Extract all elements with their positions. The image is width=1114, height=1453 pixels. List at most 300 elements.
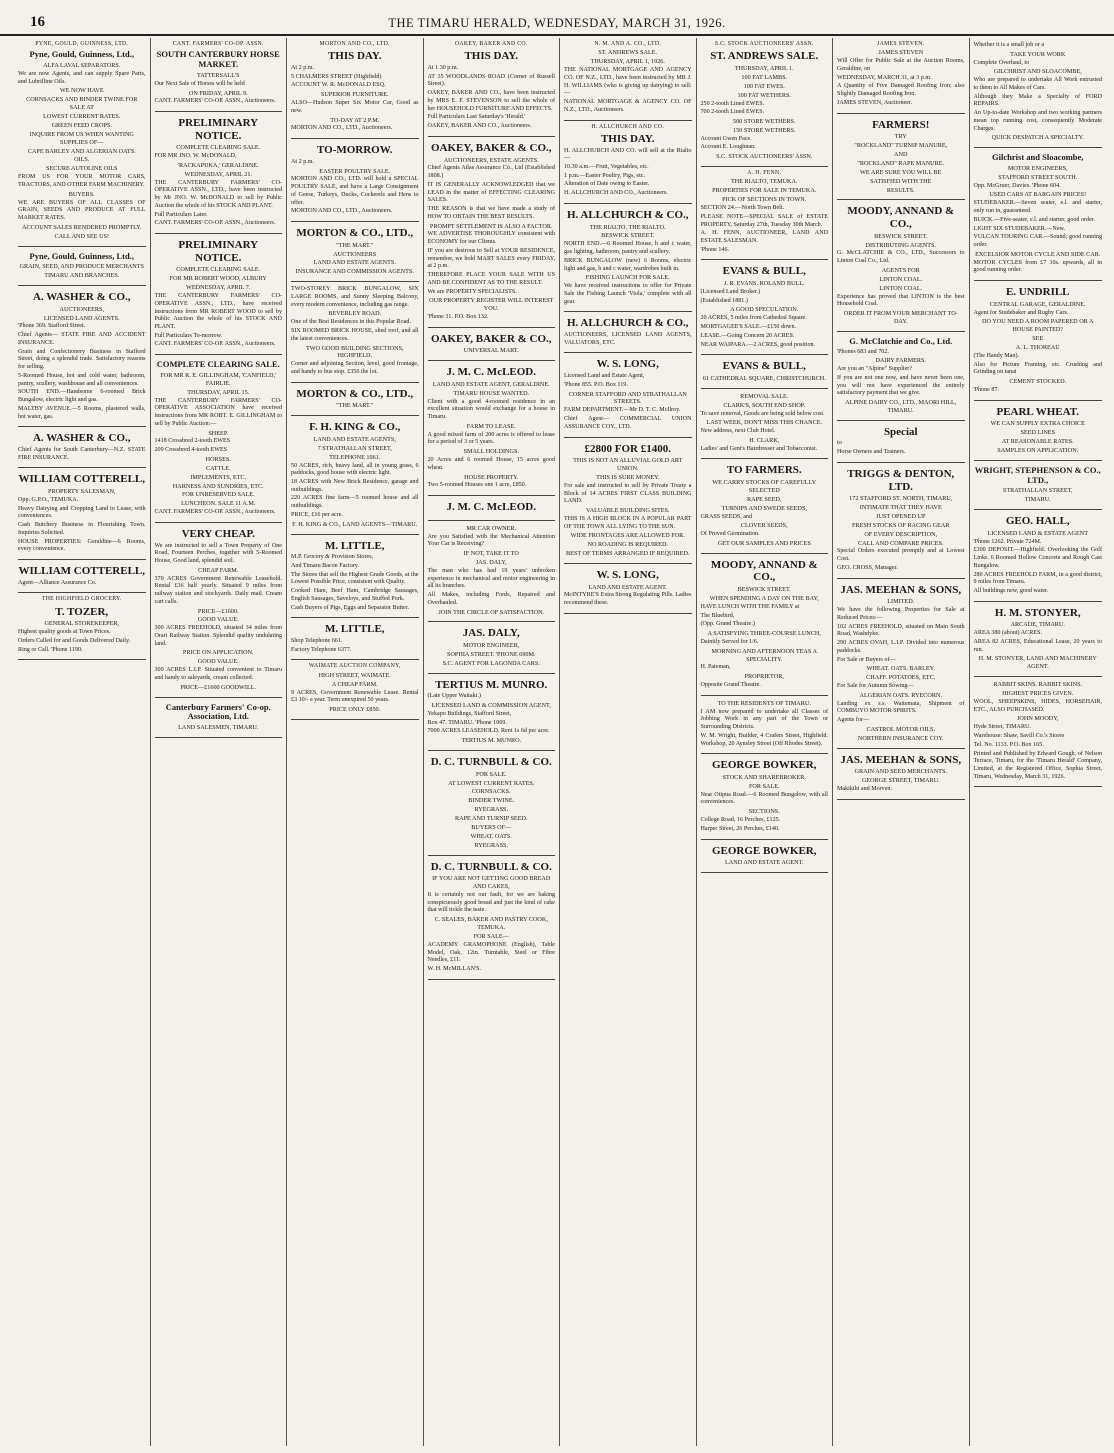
- ad-text-line: REMOVAL SALE.: [740, 392, 789, 400]
- ad-text-line: IF YOU ARE NOT GETTING GOOD BREAD AND CAKES,: [432, 875, 551, 891]
- ad-text-line: ON FRIDAY, APRIL 9.: [188, 89, 248, 97]
- ad-text-line: TO-DAY AT 2 P.M.: [330, 116, 380, 124]
- ad-text-line: RAPE SEED,: [747, 495, 782, 503]
- ad-text-line: ALSO—Hudson Super Six Motor Car, Good as new.: [291, 100, 419, 114]
- advertisement: [18, 247, 146, 287]
- ad-text-line: LIGHT SIX STUDEBAKER.—New.: [973, 225, 1066, 232]
- ad-heading-small: THE HIGHFIELD GROCERY.: [41, 596, 122, 603]
- ad-text-line: LAND AND ESTATE AGENTS,: [313, 435, 396, 443]
- ad-text-line: QUICK DESPATCH A SPECIALTY.: [991, 134, 1084, 142]
- ad-text-line: Tel. No. 1133. P.O. Box 165.: [973, 741, 1044, 748]
- ad-text-line: DO YOU NEED A ROOM PAPERED OR A HOUSE PAINTED?: [982, 318, 1094, 334]
- ad-text-line: RYEGRASS.: [474, 806, 509, 814]
- ad-text-line: Ring or Call. 'Phone 1190.: [18, 646, 83, 653]
- masthead: [0, 0, 1114, 36]
- ad-text-line: At 2 p.m.: [291, 65, 315, 71]
- ad-text-line: 'Phone 1262. Private 724M.: [973, 538, 1042, 545]
- ad-heading: MOODY, ANNAND & CO.,: [710, 558, 818, 584]
- ad-text-line: RAPE AND TURNIP SEED.: [454, 815, 528, 823]
- column-7: [833, 38, 970, 1446]
- ad-heading-small: N. M. AND A. CO., LTD.: [594, 41, 662, 47]
- ad-text-line: M.P. Grocery & Provision Stores,: [291, 554, 374, 561]
- ad-text-line: MOTOR ENGINEERS,: [1007, 165, 1068, 172]
- ad-text-line: FOR UNRESERVED SALE.: [181, 491, 255, 499]
- ad-heading: Pyne, Gould, Guinness, Ltd.,: [29, 49, 134, 60]
- ad-text-line: The Stores that sell the Highest Grade Goods, at the Lowest Possible Price, consistent with Quality.: [291, 571, 419, 586]
- ad-text-line: LINTON COAL.: [879, 284, 923, 292]
- ad-text-line: G. McCLATCHIE & CO., LTD., Successors to Linton Coal Co., Ltd.: [837, 250, 965, 265]
- ad-text-line: THURSDAY, APRIL 15.: [187, 388, 250, 396]
- ad-text-line: THEREFORE PLACE YOUR SALE WITH US AND BE CONFIDENT AS TO THE RESULT.: [427, 272, 555, 286]
- ad-text-line: Also for Picture Framing, etc. Crushing and Grinding on tanai: [973, 361, 1102, 376]
- ad-text-line: LUNCHEON. SALE 11 A.M.: [181, 500, 256, 508]
- advertisement: [974, 38, 1103, 148]
- ad-text-line: Cooked Ham, Beef Ham, Cambridge Sausages, English Sausages, Saveloys, and Stuffed Pork.: [291, 588, 419, 602]
- ad-text-line: THE REASON is that we have made a study of HOW TO OBTAIN THE BEST RESULTS.: [427, 206, 555, 220]
- ad-text-line: 'Phone 87.: [973, 386, 999, 393]
- ad-text-line: HOUSE PROPERTIES: Geraldine—6 Rooms, every convenience.: [18, 538, 146, 553]
- ad-text-line: Two 5-roomed Houses one 1 acre, £850.: [427, 482, 527, 489]
- ad-text-line: MR CAR OWNER.: [466, 524, 517, 532]
- ad-text-line: £300 DEPOSIT.—Highfield. Overlooking the Golf Links. 6 Roomed Hollow Concrete and Rough Cast Bungalow.: [973, 547, 1102, 569]
- ad-text-line: Horse Owners and Trainers.: [837, 449, 906, 456]
- ad-heading: JAS. MEEHAN & SONS,: [840, 583, 962, 596]
- ad-text-line: LAND AND ESTATE AGENT, GERALDINE.: [432, 380, 550, 388]
- ad-text-line: W. M. Wright, Builder, 4 Crafers Street, Highfield. Workshop, 20 Aynsley Street (Off Rhodes Street).: [700, 732, 828, 747]
- ad-text-line: Factory Telephone 6377.: [291, 646, 352, 653]
- advertisement: [291, 282, 419, 383]
- advertisement: [701, 389, 829, 460]
- ad-text-line: LICENSED LAND & ESTATE AGENT: [987, 529, 1089, 537]
- ad-heading: A. WASHER & CO.,: [32, 432, 131, 445]
- ad-text-line: WE ARE SURE YOU WILL BE: [860, 168, 942, 176]
- advertisement: [428, 856, 556, 980]
- advertisement-columns: [14, 38, 1106, 1446]
- ad-text-line: S.C. AGENT FOR LAGONDA CARS.: [442, 659, 540, 667]
- ad-text-line: PICK OF SECTIONS IN TOWN.: [722, 196, 807, 204]
- ad-text-line: Cash Butchery Business in Flourishing Town. Inquiries Solicited.: [18, 522, 146, 536]
- ad-text-line: F. H. KING & CO., LAND AGENTS—TIMARU.: [292, 520, 418, 528]
- ad-text-line: Our Next Sale of Horses will be held: [154, 80, 245, 87]
- ad-text-line: WE ADVERTISE THOROUGHLY consistent with ECONOMY for our Clients.: [427, 231, 555, 246]
- ad-text-line: RESULTS.: [886, 186, 915, 194]
- advertisement: [564, 204, 692, 312]
- ad-heading: TRIGGS & DENTON, LTD.: [847, 467, 955, 493]
- ad-text-line: WE CAN SUPPLY EXTRA CHOICE: [990, 420, 1085, 428]
- ad-heading: J. M. C. McLEOD.: [446, 501, 536, 514]
- ad-text-line: And Timaru Bacon Factory.: [291, 562, 359, 569]
- ad-text-line: MORTON AND CO., LTD., Auctioneers.: [291, 125, 393, 132]
- advertisement: [701, 260, 829, 355]
- ad-text-line: MORNING AND AFTERNOON TEAS A SPECIALITY.: [711, 647, 817, 663]
- advertisement: [155, 38, 283, 112]
- ad-text-line: WHEAT. OATS. BARLEY.: [866, 665, 935, 673]
- ad-text-line: AT LOWEST CURRENT RATES.: [448, 779, 535, 787]
- ad-text-line: TRY: [894, 133, 907, 141]
- ad-text-line: 20 ACRES, 5 miles from Cathedral Square.: [700, 315, 807, 322]
- ad-text-line: NATIONAL MORTGAGE & AGENCY CO. OF N.Z., LTD., Auctioneers.: [564, 99, 692, 113]
- ad-text-line: THE RIALTO, TEMUKA.: [730, 178, 798, 186]
- ad-text-line: 'Phone 31. P.O. Box 132.: [427, 314, 489, 321]
- ad-text-line: PRICE—£1600.: [197, 607, 239, 615]
- ad-text-line: We are PROPERTY SPECIALISTS.: [427, 288, 517, 295]
- ad-text-line: 100 FAT WETHERS.: [737, 91, 791, 99]
- ad-text-line: SOPHIA STREET. 'PHONE 690M.: [447, 650, 536, 658]
- ad-text-line: CANT. FARMERS' CO-OP. ASSN., Auctioneers.: [154, 220, 276, 227]
- ad-text-line: NO ROADING IS REQUIRED.: [587, 541, 668, 549]
- advertisement: [701, 754, 829, 839]
- ad-text-line: THE RIALTO. THE RIALTO.: [589, 223, 666, 231]
- ad-text-line: THE CANTERBURY FARMERS' CO-OPERATIVE ASSOCIATION have received instructions from MR ROBT. E. GILLINGHAM to sell by Public Auction:—: [154, 397, 282, 427]
- advertisement: [564, 438, 692, 564]
- ad-text-line: 370 ACRES Government Renewable Leasehold. Rental £36 half yearly. Situated 9 miles from railway station and stockyards. Daily mail. Cream cart calls.: [154, 575, 282, 605]
- column-8: [970, 38, 1107, 1446]
- ad-text-line: BUYERS.: [68, 190, 95, 198]
- ad-text-line: LIMITED.: [887, 598, 915, 606]
- ad-text-line: ARCADE, TIMARU.: [1010, 621, 1065, 629]
- ad-text-line: AUCTIONEERS, LICENSED LAND AGENTS, VALUATORS, ETC.: [564, 331, 692, 346]
- ad-text-line: Near Otipua Road.—6 Roomed Bungalow, with all conveniences.: [700, 791, 828, 806]
- ad-text-line: 'Phone 855. P.O. Box 119.: [564, 381, 628, 388]
- ad-text-line: BRICK BUNGALOW (new) 6 Rooms, electric light and gas, h and c water, wardrobes built in.: [564, 257, 692, 272]
- ad-heading: Pyne, Gould, Guinness, Ltd.,: [29, 250, 134, 261]
- ad-text-line: JAS. DALY,: [475, 559, 507, 567]
- advertisement: [974, 148, 1103, 281]
- ad-text-line: MORTON AND CO., LTD., Auctioneers.: [291, 208, 393, 215]
- advertisement: [155, 112, 283, 234]
- ad-heading-small: S.C. STOCK AUCTIONEERS' ASSN.: [714, 41, 814, 47]
- ad-text-line: BESWICK STREET.: [874, 232, 928, 240]
- ad-text-line: Opp. G.P.O., TEMUKA.: [18, 496, 79, 503]
- ad-text-line: Account E. Loughnan.: [700, 144, 756, 151]
- ad-text-line: "THE MART.": [336, 241, 374, 249]
- ad-text-line: WEDNESDAY, MARCH 31, at 3 p.m.: [837, 74, 932, 81]
- ad-text-line: HAVE LUNCH WITH THE FAMILY at: [700, 603, 800, 610]
- ad-heading: THIS DAY.: [464, 50, 519, 63]
- ad-text-line: CLARK'S, SOUTH END SHOP.: [723, 401, 806, 409]
- ad-text-line: At 1.30 p.m.: [427, 65, 459, 71]
- ad-text-line: NEAR WAIPARA.—2 ACRES, good position.: [700, 341, 816, 348]
- ad-text-line: "THE MART.": [336, 402, 374, 410]
- advertisement: [701, 38, 829, 167]
- ad-text-line: Are you Satisfied with the Mechanical Attention Your Car is Receiving?: [427, 533, 555, 548]
- advertisement: [701, 696, 829, 755]
- ad-text-line: Whether it is a small job or a: [973, 42, 1045, 48]
- ad-text-line: 20 Acres and 6 roomed House, 15 acres good wheat.: [427, 457, 555, 471]
- advertisement: [18, 468, 146, 560]
- ad-text-line: Orders Called for and Goods Delivered Daily.: [18, 637, 131, 644]
- ad-text-line: FROM US FOR YOUR MOTOR CARS, TRACTORS, AND OTHER FARM MACHINERY.: [18, 174, 146, 188]
- ad-text-line: UNIVERSAL MART.: [463, 347, 519, 355]
- ad-text-line: WE CARRY STOCKS OF CAREFULLY SELECTED: [712, 479, 817, 494]
- ad-text-line: Complete Overhaul, to: [973, 59, 1030, 66]
- ad-text-line: Account Gwen Pace.: [700, 135, 752, 142]
- ad-text-line: 5 CHALMERS STREET (Highfield): [291, 73, 382, 80]
- ad-text-line: FRESH STOCKS OF RACING GEAR: [851, 521, 950, 529]
- advertisement: [291, 222, 419, 282]
- ad-text-line: FOR SALE—: [473, 932, 509, 940]
- ad-heading: PEARL WHEAT.: [996, 405, 1080, 418]
- ad-text-line: TO THE RESIDENTS OF TIMARU.: [717, 699, 811, 707]
- ad-text-line: 1418 Crossbred 2-tooth EWES: [154, 438, 231, 445]
- ad-text-line: Client with a good 4-roomed residence in an excellent situation would exchange for a house in Timaru.: [427, 398, 555, 421]
- ad-text-line: LEASE.—Going Concern 20 ACRES.: [700, 332, 795, 339]
- ad-text-line: IF you are desirous to Sell at YOUR RESIDENCE, remember, we hold MART SALES every FRIDAY, at 2 p.m.: [427, 247, 555, 270]
- ad-heading-small: MORTON AND CO., LTD.: [319, 41, 390, 47]
- ad-heading: ST. ANDREWS SALE.: [710, 50, 819, 63]
- ad-text-line: Alteration of Date owing to Easter.: [564, 181, 650, 188]
- ad-text-line: ST. ANDREWS SALE.: [598, 49, 658, 57]
- ad-heading: GEO. HALL,: [1005, 515, 1070, 528]
- ad-text-line: Of Proved Germination.: [700, 531, 760, 538]
- ad-text-line: LAND AND ESTATE AGENT.: [588, 583, 667, 591]
- ad-text-line: ALFA LAVAL SEPARATORS.: [43, 62, 121, 70]
- ad-text-line: GOOD VALUE.: [197, 658, 239, 666]
- advertisement: [974, 510, 1103, 602]
- ad-heading: PRELIMINARY NOTICE.: [178, 117, 259, 142]
- ad-heading: JAS. DALY,: [462, 627, 520, 640]
- ad-heading: Gilchrist and Sloacombe,: [992, 152, 1084, 163]
- advertisement: [155, 234, 283, 355]
- ad-text-line: We have the following Properties for Sale at Reduced Prices:—: [837, 607, 965, 621]
- ad-text-line: 290 ACRES OVAH, L.I.P. Divided into numerous paddocks.: [837, 640, 965, 654]
- ad-text-line: 100 FAT EWES.: [743, 82, 785, 90]
- ad-text-line: CASTROL MOTOR OILS.: [866, 725, 936, 733]
- ad-text-line: Yekapo Buildings, Stafford Street,: [427, 710, 512, 717]
- ad-text-line: MOTOR ENGINEER,: [463, 642, 520, 650]
- ad-text-line: INSURANCE AND COMMISSION AGENTS.: [295, 268, 414, 276]
- ad-text-line: BEVERLEY ROAD.: [328, 310, 382, 318]
- ad-text-line: Chief Agents Atlas Assurance Co., Ltd (Established 1808.): [427, 165, 555, 180]
- ad-text-line: Grain and Confectionery Business in Stafford Street, doing a splendid trade. Satisfactory reasons for selling.: [18, 348, 146, 371]
- ad-heading: GEORGE BOWKER,: [711, 759, 817, 772]
- ad-text-line: TIMARU.: [1024, 496, 1051, 504]
- ad-text-line: An Up-to-date Workshop and two working partners mean top running cost, consequently Moderate Charges.: [973, 110, 1102, 132]
- ad-text-line: EASTER POULTRY SALE.: [319, 167, 391, 175]
- ad-text-line: SECURE AUTOLINE OILS: [46, 165, 118, 173]
- ad-text-line: THIS IS NOT AN ALLUVIAL GOLD ART UNION.: [573, 457, 683, 473]
- ad-heading: SOUTH CANTERBURY HORSE MARKET.: [156, 49, 280, 70]
- ad-text-line: 1 p.m.—Easter Poultry, Pigs, etc.: [564, 172, 646, 179]
- ad-text-line: A CHEAP FARM.: [331, 680, 378, 688]
- advertisement: [837, 579, 965, 749]
- advertisement: [155, 698, 283, 738]
- advertisement: [18, 427, 146, 468]
- ad-text-line: 50 ACRES, rich, heavy land, all in young grass, 6 paddocks, good house with electric light.: [291, 462, 419, 477]
- ad-heading: WRIGHT, STEPHENSON & CO., LTD.,: [974, 464, 1101, 485]
- ad-text-line: 500 STORE WETHERS.: [732, 117, 796, 125]
- ad-text-line: "ROCKLAND" TURNIP MANURE,: [854, 142, 948, 150]
- ad-text-line: New address, next Club Hotel.: [700, 428, 776, 435]
- advertisement: [428, 751, 556, 856]
- ad-text-line: LINTON COAL.: [879, 275, 923, 283]
- ad-text-line: GILCHRIST AND SLOACOMBE,: [993, 68, 1082, 76]
- ad-text-line: Agents for—: [837, 717, 869, 724]
- ad-text-line: WEDNESDAY, APRIL 21.: [184, 170, 252, 178]
- ad-text-line: 7000 ACRES LEASEHOLD. Rent 1s 6d per acre.: [427, 728, 550, 735]
- ad-text-line: FISHING LAUNCH FOR SALE.: [585, 274, 670, 282]
- advertisement: [428, 328, 556, 362]
- ad-text-line: COMPLETE CLEARING SALE.: [176, 144, 261, 152]
- ad-text-line: We are now Agents, and can supply Spare Parts, and Lubrilline Oils.: [18, 71, 146, 85]
- ad-text-line: PLEASE NOTE—SPECIAL SALE of ESTATE PROPERTY, Saturday 27th, Tuesday 30th March.: [700, 213, 828, 228]
- ad-text-line: VULCAN TOURING CAR.—Sound, good running order.: [973, 234, 1102, 249]
- ad-text-line: HIGHEST PRICES GIVEN.: [1002, 690, 1074, 698]
- advertisement: [18, 286, 146, 427]
- ad-text-line: College Road, 16 Perches, £125.: [700, 817, 781, 824]
- ad-text-line: PROPRIETOR,: [744, 673, 784, 681]
- ad-text-line: OILS.: [74, 156, 90, 164]
- column-1: [14, 38, 151, 1446]
- ad-text-line: RYEGRASS.: [474, 841, 509, 849]
- ad-text-line: SEE: [1032, 335, 1044, 343]
- ad-text-line: THIS IS A HIGH BLOCK IN A POPULAR PART OF THE TOWN ALL LYING TO THE SUN.: [564, 515, 692, 530]
- ad-text-line: SMALL HOLDINGS.: [463, 448, 519, 456]
- ad-text-line: BUYERS OF—: [471, 823, 512, 831]
- advertisement: [155, 523, 283, 698]
- ad-text-line: For Sale for Autumn Sowing—: [837, 683, 914, 690]
- ad-text-line: TIMARU HOUSE WANTED.: [453, 389, 530, 397]
- ad-text-line: OF EVERY DESCRIPTION,: [864, 530, 938, 538]
- ad-text-line: HIGH STREET, WAIMATE.: [318, 671, 391, 679]
- ad-text-line: HOUSE PROPERTY.: [464, 473, 519, 481]
- ad-text-line: PRICE ONLY £850.: [329, 705, 381, 713]
- page-number: 16: [30, 14, 45, 30]
- advertisement: [837, 463, 965, 579]
- ad-text-line: 250 2-tooth Lined EWES.: [700, 100, 765, 107]
- ad-text-line: 209 Crossbred 4-tooth EWES: [154, 447, 228, 454]
- ad-text-line: AUCTIONEERS: [333, 250, 377, 258]
- ad-text-line: "ROCKLAND" RAPE MANURE.: [857, 159, 945, 167]
- ad-text-line: SATISFIED WITH THE: [870, 177, 932, 185]
- advertisement: [974, 401, 1103, 461]
- ad-text-line: TWO GOOD BUILDING SECTIONS, HIGHFIELD.: [305, 344, 404, 360]
- advertisement: [564, 38, 692, 121]
- ad-text-line: ALGERIAN OATS. RYECORN.: [859, 691, 942, 699]
- ad-text-line: CORNSACKS AND BINDER TWINE FOR SALE AT: [26, 96, 138, 112]
- ad-text-line: TIMARU AND BRANCHES.: [44, 272, 120, 280]
- ad-text-line: J. R. EVANS. ROLAND BULL.: [723, 280, 805, 288]
- advertisement: [701, 554, 829, 696]
- ad-text-line: 61 CATHEDRAL SQUARE, CHRISTCHURCH.: [702, 374, 826, 382]
- ad-text-line: Full Particulars Last Saturday's 'Herald.': [427, 114, 526, 121]
- ad-text-line: CATTLE.: [205, 464, 231, 472]
- advertisement: [291, 416, 419, 534]
- ad-heading: VERY CHEAP.: [181, 527, 255, 540]
- ad-text-line: Cash Buyers of Pigs, Eggs and Separator Butter.: [291, 604, 409, 611]
- ad-text-line: McINTYRE'S Extra Strong Regulating Pills. Ladies recommend these.: [564, 592, 692, 607]
- ad-text-line: LAND SALESMEN, TIMARU.: [178, 724, 259, 732]
- ad-text-line: STUDEBAKER.—Seven seater, e.l. and starter, only run in, guaranteed.: [973, 200, 1102, 215]
- ad-heading: J. M. C. McLEOD.: [446, 366, 536, 379]
- ad-heading: THIS DAY.: [327, 50, 382, 63]
- ad-text-line: THIS IS SURE MONEY.: [596, 473, 660, 481]
- ad-text-line: LICENSED LAND & COMMISSION AGENT,: [431, 702, 551, 710]
- advertisement: [564, 121, 692, 204]
- ad-text-line: If you are not one now, and have never been one, you will not have experienced the entirely satisfactory payment that we give.: [837, 374, 965, 397]
- ad-heading: TERTIUS M. MUNRO.: [435, 678, 548, 691]
- ad-text-line: WHEN SPENDING A DAY ON THE BAY,: [709, 594, 819, 602]
- ad-text-line: SAMPLES ON APPLICATION.: [997, 446, 1079, 454]
- advertisement: [428, 361, 556, 496]
- ad-text-line: Landing ex s.s. Waitemata, Shipment of COMBUYO MOTOR SPIRITS.: [837, 700, 965, 715]
- ad-text-line: S.C. STOCK AUCTIONEERS' ASSN.: [716, 153, 813, 161]
- advertisement: [428, 521, 556, 623]
- ad-text-line: AREA 380 (about) ACRES.: [973, 630, 1042, 637]
- ad-text-line: RABBIT SKINS. RABBIT SKINS.: [993, 681, 1083, 689]
- ad-text-line: CAPE BARLEY AND ALGERIAN OATS.: [27, 147, 136, 155]
- ad-text-line: HARNESS AND SUNDRIES, ETC.: [172, 482, 264, 490]
- ad-text-line: Although they Make a Specialty of FORD REPAIRS.: [973, 93, 1102, 108]
- ad-text-line: LAND AND ESTATE AGENT.: [725, 859, 804, 867]
- advertisement: [428, 38, 556, 137]
- ad-text-line: AREA 82 ACRES, Educational Lease, 20 years to run.: [973, 639, 1102, 653]
- ad-text-line: GENERAL STOREKEEPER,: [44, 620, 120, 628]
- ad-text-line: The Bluebird,: [700, 612, 735, 619]
- ad-text-line: SECTIONS.: [748, 808, 780, 816]
- advertisement: [428, 622, 556, 673]
- ad-text-line: WE NOW HAVE: [59, 87, 104, 95]
- ad-text-line: H. Pateman,: [700, 664, 731, 671]
- ad-text-line: STOCK AND SHAREBROKER.: [722, 773, 806, 781]
- ad-text-line: Harper Street, 26 Perches, £140.: [700, 825, 780, 832]
- newspaper-title: THE TIMARU HERALD, WEDNESDAY, MARCH 31, 1926.: [388, 16, 726, 30]
- ad-text-line: THURSDAY, APRIL 1, 1926.: [590, 58, 665, 66]
- ad-text-line: Will Offer for Public Sale at the Auction Rooms, Geraldine, on: [837, 58, 965, 72]
- ad-text-line: FOR MR JNO. W. McDONALD,: [154, 153, 237, 160]
- ad-text-line: MORTGAGEE'S SALE.—£150 down.: [700, 324, 797, 331]
- ad-text-line: SIX ROOMED BRICK HOUSE, shed roof, and all the latest conveniences.: [291, 328, 419, 342]
- ad-text-line: TAKE YOUR WORK: [1010, 50, 1066, 58]
- advertisement: [974, 281, 1103, 401]
- ad-text-line: GOOD VALUE.: [197, 616, 239, 624]
- ad-text-line: OAKEY, BAKER AND CO., have been instructed by MRS E. F. STEVENSON to sell the whole of her HOUSEHOLD FURNITURE AND EFFECTS.: [427, 90, 555, 112]
- ad-text-line: H. ALLCHURCH AND CO. will sell at the Rialto—: [564, 147, 692, 162]
- ad-text-line: PROMPT SETTLEMENT IS ALSO A FACTOR.: [429, 222, 553, 230]
- ad-heading: MORTON & CO., LTD.,: [296, 387, 414, 400]
- ad-text-line: For sale and instructed to sell by Private Treaty a Block of 14 ACRES FIRST CLASS BUILDING LAND.: [564, 482, 692, 505]
- ad-text-line: FOR MR ROBERT WOOD, ALBURY: [169, 275, 267, 283]
- ad-text-line: 100 FAT LAMBS.: [741, 73, 788, 81]
- ad-text-line: A. L. THOREAU: [1015, 343, 1060, 351]
- ad-text-line: IF NOT, TAKE IT TO: [463, 550, 519, 558]
- ad-text-line: It is certainly not our fault, for we are baking conspicuously good bread and just the kind of cake that will tickle the taste.: [427, 891, 555, 914]
- ad-text-line: Chief Agents for South Canterbury—N.Z. STATE FIRE INSURANCE.: [18, 446, 146, 461]
- ad-text-line: HORSES.: [205, 455, 231, 463]
- ad-text-line: CHEAP FARM.: [198, 566, 239, 574]
- ad-text-line: 'RACKAPUKA,' GERALDINE.: [177, 162, 259, 169]
- column-6: [697, 38, 834, 1446]
- ad-text-line: At 2 p.m.: [291, 158, 315, 165]
- ad-text-line: CEMENT STOCKED.: [1009, 378, 1067, 386]
- advertisement: [837, 332, 965, 421]
- ad-text-line: JAMES STEVEN: [878, 49, 924, 57]
- ad-text-line: Licensed Land and Estate Agent,: [564, 373, 645, 380]
- advertisement: [564, 353, 692, 437]
- ad-heading: G. McClatchie and Co., Ltd.: [849, 335, 953, 346]
- ad-text-line: NORTH END.—6 Roomed House, h and c water, gas lighting, bathroom, pantry and scullery.: [564, 241, 692, 256]
- ad-text-line: FOR SALE.: [475, 770, 507, 778]
- ad-text-line: A good mixed farm of 200 acres is offered to lease for a period of 3 or 5 years.: [427, 431, 555, 446]
- ad-text-line: COMPLETE CLEARING SALE.: [176, 266, 261, 274]
- ad-text-line: CANT. FARMERS' CO-OP. ASSN., Auctioneers.: [154, 341, 276, 348]
- ad-text-line: WHEAT. OATS.: [470, 832, 512, 840]
- ad-heading: COMPLETE CLEARING SALE.: [156, 359, 280, 370]
- ad-text-line: THURSDAY, APRIL 1.: [734, 65, 794, 72]
- ad-heading: TO-MORROW.: [317, 144, 393, 157]
- ad-text-line: IT IS GENERALLY ACKNOWLEDGED that we LEAD in the matter of EFFECTING CLEARING SALES.: [427, 181, 555, 204]
- ad-text-line: LAND AND ESTATE AGENTS.: [313, 259, 396, 267]
